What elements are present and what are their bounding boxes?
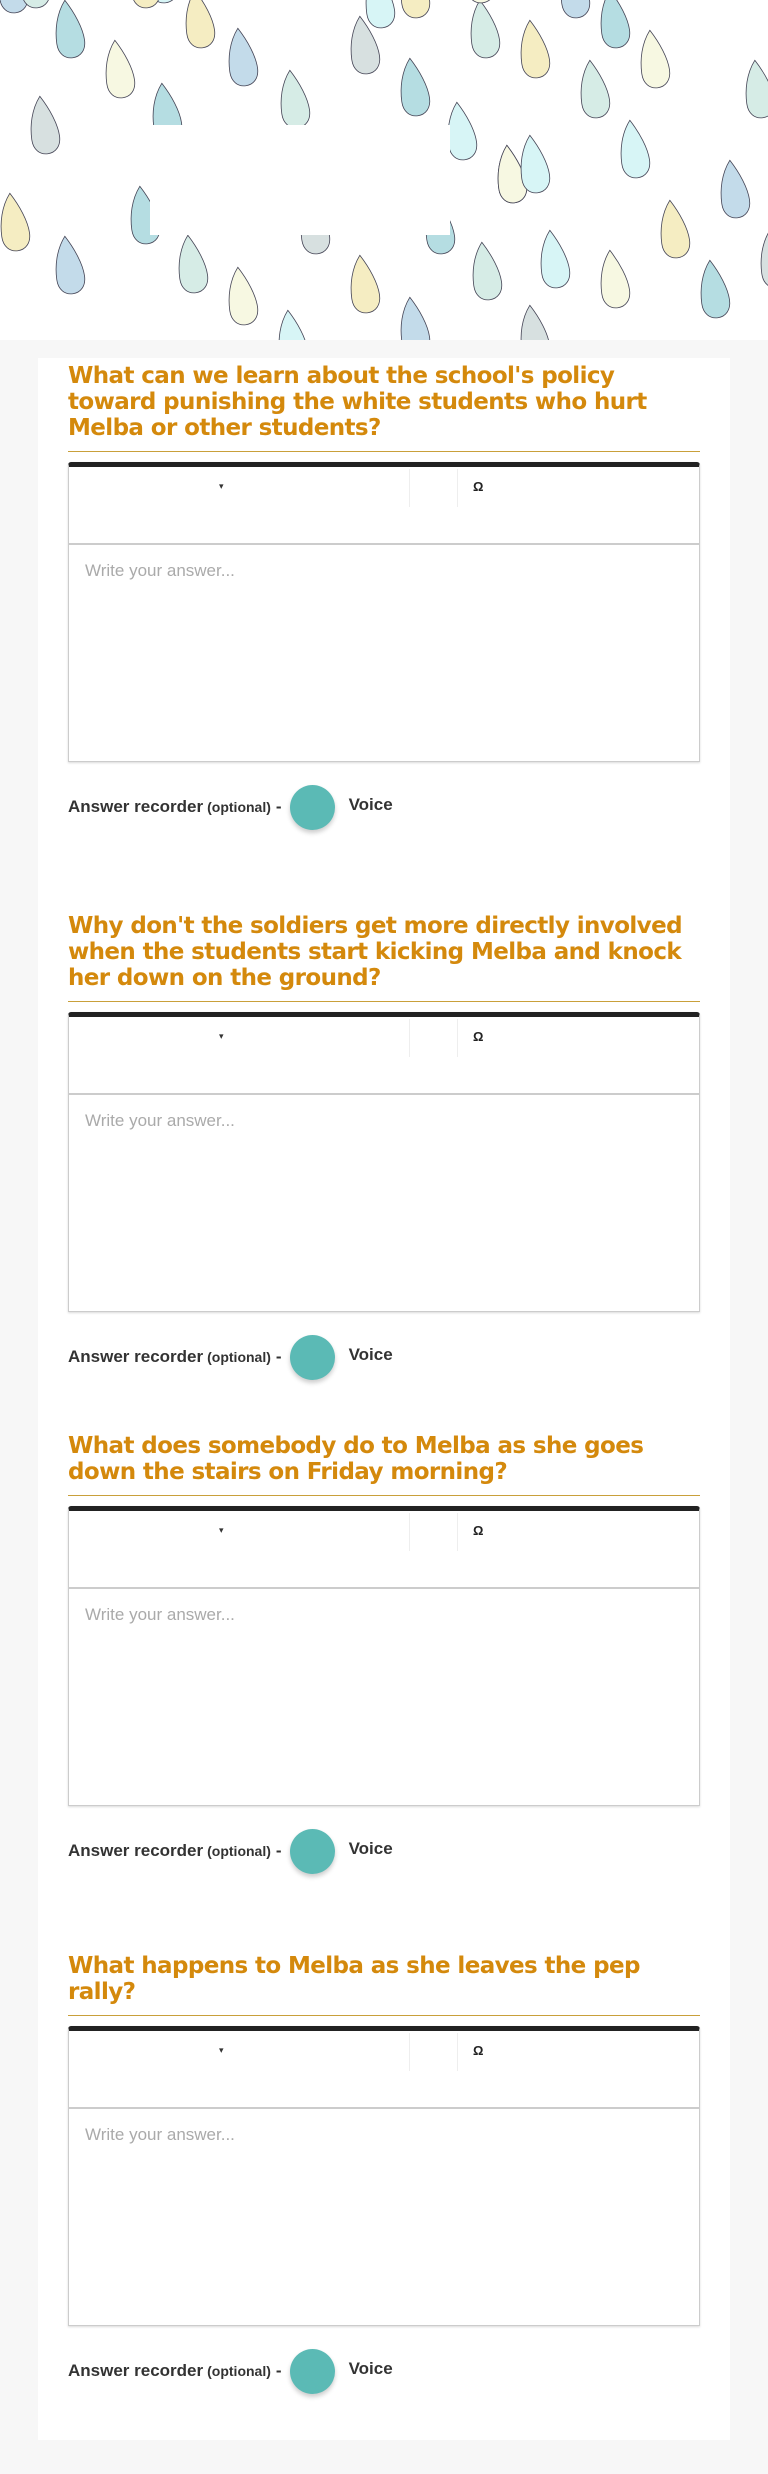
raindrop — [616, 118, 652, 179]
answer-input[interactable] — [69, 2109, 699, 2325]
special-character-icon[interactable]: Ω — [473, 2043, 484, 2058]
answer-editor — [68, 462, 700, 762]
question-block — [68, 913, 700, 1380]
raindrop — [224, 265, 260, 326]
recorder-dash: - — [275, 1347, 282, 1366]
toolbar-divider — [409, 1513, 410, 1551]
raindrop — [596, 0, 632, 50]
raindrop — [636, 28, 672, 89]
raindrop — [26, 94, 62, 155]
question-title: What can we learn about the school's policy toward punishing the white students who hurt Melba or other students? — [68, 363, 700, 452]
raindrop — [516, 18, 552, 79]
toolbar-divider — [457, 469, 458, 507]
question-title: Why don't the soldiers get more directly involved when the students start kicking Melba and knock her down on the ground? — [68, 913, 700, 1002]
raindrop — [596, 248, 632, 309]
special-character-icon[interactable]: Ω — [473, 479, 484, 494]
raindrop — [276, 68, 312, 129]
special-character-icon[interactable]: Ω — [473, 1029, 484, 1044]
raindrop — [516, 303, 552, 340]
recorder-dash: - — [275, 2361, 282, 2380]
toolbar-divider — [409, 469, 410, 507]
recorder-dash: - — [275, 1841, 282, 1860]
raindrop — [396, 295, 432, 340]
raindrop — [0, 191, 32, 252]
toolbar-divider — [409, 2033, 410, 2071]
special-character-icon[interactable]: Ω — [473, 1523, 484, 1538]
answer-input[interactable] — [69, 1589, 699, 1805]
raindrop — [756, 228, 768, 289]
voice-label: Voice — [348, 2359, 393, 2378]
raindrop — [576, 58, 612, 119]
raindrop — [274, 308, 310, 340]
raindrop — [181, 0, 217, 50]
answer-input[interactable] — [69, 545, 699, 761]
raindrop — [741, 58, 768, 119]
recorder-optional: (optional) — [207, 2363, 271, 2379]
question-block — [68, 1953, 700, 2394]
voice-label: Voice — [348, 1839, 393, 1858]
raindrop — [101, 38, 137, 99]
record-voice-button[interactable] — [290, 785, 335, 830]
recorder-label: Answer recorder — [68, 1841, 204, 1860]
answer-recorder — [68, 2348, 700, 2394]
record-voice-button[interactable] — [290, 1829, 335, 1874]
format-dropdown-icon[interactable]: ▾ — [219, 1525, 224, 1535]
recorder-optional: (optional) — [207, 1349, 271, 1365]
toolbar-divider — [457, 2033, 458, 2071]
raindrop — [224, 26, 260, 87]
banner-blank-area — [150, 125, 450, 235]
editor-toolbar — [69, 1511, 699, 1589]
format-dropdown-icon[interactable]: ▾ — [219, 481, 224, 491]
raindrop-banner — [0, 0, 768, 340]
toolbar-divider — [457, 1019, 458, 1057]
raindrop — [396, 56, 432, 117]
raindrop — [51, 0, 87, 60]
voice-label: Voice — [348, 1345, 393, 1364]
format-dropdown-icon[interactable]: ▾ — [219, 2045, 224, 2055]
record-voice-button[interactable] — [290, 2349, 335, 2394]
voice-label: Voice — [348, 795, 393, 814]
raindrop — [346, 253, 382, 314]
toolbar-divider — [457, 1513, 458, 1551]
recorder-label: Answer recorder — [68, 1347, 204, 1366]
answer-editor — [68, 1012, 700, 1312]
raindrop — [716, 158, 752, 219]
answer-editor — [68, 1506, 700, 1806]
raindrop-pattern — [0, 0, 768, 340]
toolbar-divider — [409, 1019, 410, 1057]
raindrop — [466, 0, 502, 60]
recorder-label: Answer recorder — [68, 2361, 204, 2380]
answer-recorder — [68, 1334, 700, 1380]
question-title: What happens to Melba as she leaves the pep rally? — [68, 1953, 700, 2016]
answer-editor — [68, 2026, 700, 2326]
answer-recorder — [68, 784, 700, 830]
raindrop — [396, 0, 432, 20]
recorder-optional: (optional) — [207, 799, 271, 815]
editor-toolbar — [69, 467, 699, 545]
question-block — [68, 1433, 700, 1874]
raindrop — [468, 240, 504, 301]
raindrop — [51, 234, 87, 295]
editor-toolbar — [69, 2031, 699, 2109]
raindrop — [656, 198, 692, 259]
question-card — [38, 358, 730, 2440]
raindrop — [556, 0, 592, 20]
raindrop — [126, 0, 162, 10]
editor-toolbar — [69, 1017, 699, 1095]
format-dropdown-icon[interactable]: ▾ — [219, 1031, 224, 1041]
answer-recorder — [68, 1828, 700, 1874]
question-block — [68, 363, 700, 830]
raindrop — [174, 233, 210, 294]
recorder-dash: - — [275, 797, 282, 816]
record-voice-button[interactable] — [290, 1335, 335, 1380]
raindrop — [536, 228, 572, 289]
question-title: What does somebody do to Melba as she goes down the stairs on Friday morning? — [68, 1433, 700, 1496]
answer-input[interactable] — [69, 1095, 699, 1311]
recorder-optional: (optional) — [207, 1843, 271, 1859]
recorder-label: Answer recorder — [68, 797, 204, 816]
raindrop — [696, 258, 732, 319]
